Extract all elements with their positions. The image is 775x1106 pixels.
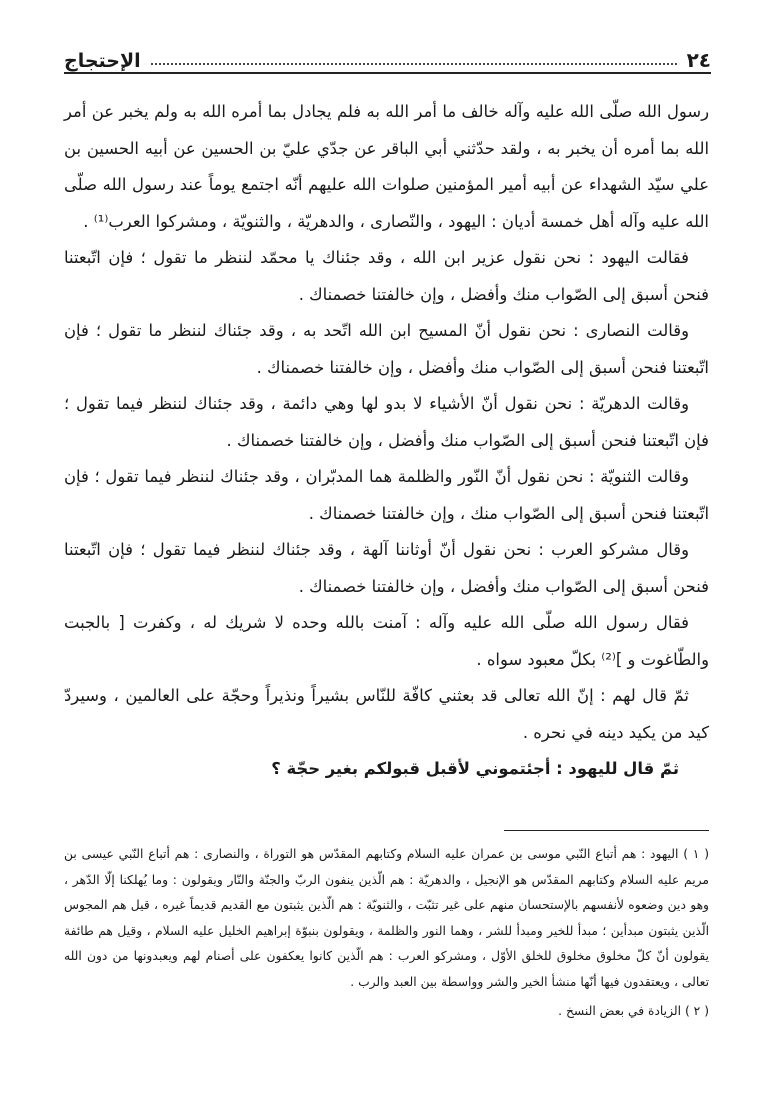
paragraph: فقال رسول الله صلّى الله عليه وآله : آمنت بالله وحده لا شريك له ، وكفرت [ بالجبت والطّاغوت و ]⁽²⁾ بكلّ معبود سواه . xyxy=(64,613,709,669)
footnote: ( ٢ ) الزيادة في بعض النسخ . xyxy=(558,1004,709,1018)
paragraph: رسول الله صلّى الله عليه وآله خالف ما أمر الله به فلم يجادل بما أمره الله به ولم يخبر عن أمر الله بما أمره أن يخبر به ، ولقد حدّثني أبي الباقر عن جدّي عليّ بن الحسين عن أبيه الحسين بن علي سيّد الشهداء عن أبيه أمير المؤمنين صلوات الله عليهم أنّه اجتمع يوماً عند رسول الله صلّى الله عليه وآله أهل خمسة أديان : اليهود ، والنّصارى ، والدهريّة ، والثنويّة ، ومشركوا العرب⁽¹⁾ . xyxy=(64,102,709,231)
paragraph: وقال مشركو العرب : نحن نقول أنّ أوثاننا آلهة ، وقد جئناك لننظر فيما تقول ؛ فإن اتّبعتنا فنحن أسبق إلى الصّواب منك وأفضل ، وإن خالفتنا خصمناك . xyxy=(64,540,709,596)
book-title: الإحتجاج xyxy=(64,50,141,72)
paragraph: وقالت الثنويّة : نحن نقول أنّ النّور والظلمة هما المدبّران ، وقد جئناك لننظر فيما تقول ؛ فإن اتّبعتنا فنحن أسبق إلى الصّواب منك ، وإن خالفتنا خصمناك . xyxy=(64,467,709,523)
running-header xyxy=(64,44,711,74)
paragraph: ثمّ قال لليهود : أجئتموني لأقبل قبولكم بغير حجّة ؟ xyxy=(271,759,679,778)
footnote: ( ١ ) اليهود : هم أتباع النّبي موسى بن عمران عليه السلام وكتابهم المقدّس هو التوراة ، والنصارى : هم أتباع النّبي عيسى بن مريم عليه السلام وكتابهم المقدّس هو الإنجيل ، والدهريّة : هم الّذين ينفون الربّ والجنّة والنّار ويقولون : وما يُهلكنا إلّا الدّهر ، وهو دين وضعوه لأنفسهم بالإستحسان منهم على غير تثبّت ، والثنويّة : هم الّذين يثبتون مع القديم قديماً غيره ، قيل هم المجوس الّذين يثبتون مبدأين ؛ مبدأ للخير ومبدأ للشر ، وهما النور والظلمة ، ويقولون بنبوّة إبراهيم الخليل عليه السلام ، وقيل هم طائفة يقولون أنّ كلّ مخلوق مخلوق للخلق الأوّل ، ومشركو العرب : هم الّذين كانوا يعكفون على أصنام لهم ويعبدونها من دون الله تعالى ، ويعتقدون فيها أنّها منشأ الخير والشر وواسطة بين العبد والرب . xyxy=(64,847,709,989)
page-number: ٢٤ xyxy=(686,48,711,72)
main-text xyxy=(64,94,709,788)
paragraph: وقالت الدهريّة : نحن نقول أنّ الأشياء لا بدو لها وهي دائمة ، وقد جئناك لننظر فيما تقول ؛ فإن اتّبعتنا فنحن أسبق إلى الصّواب منك وأفضل ، وإن خالفتنا خصمناك . xyxy=(64,394,709,450)
paragraph: ثمّ قال لهم : إنّ الله تعالى قد بعثني كافّة للنّاس بشيراً ونذيراً وحجّة على العالمين ، وسيردّ كيد من يكيد دينه في نحره . xyxy=(64,686,709,742)
footnote-separator xyxy=(504,830,709,831)
header-dotted-leader xyxy=(151,63,677,65)
footnotes xyxy=(64,842,709,1025)
paragraph: فقالت اليهود : نحن نقول عزير ابن الله ، وقد جئناك يا محمّد لننظر ما تقول ؛ فإن اتّبعتنا فنحن أسبق إلى الصّواب منك وأفضل ، وإن خالفتنا خصمناك . xyxy=(64,248,709,304)
paragraph: وقالت النصارى : نحن نقول أنّ المسيح ابن الله اتّحد به ، وقد جئناك لننظر ما تقول ؛ فإن اتّبعتنا فنحن أسبق إلى الصّواب منك وأفضل ، وإن خالفتنا خصمناك . xyxy=(64,321,709,377)
